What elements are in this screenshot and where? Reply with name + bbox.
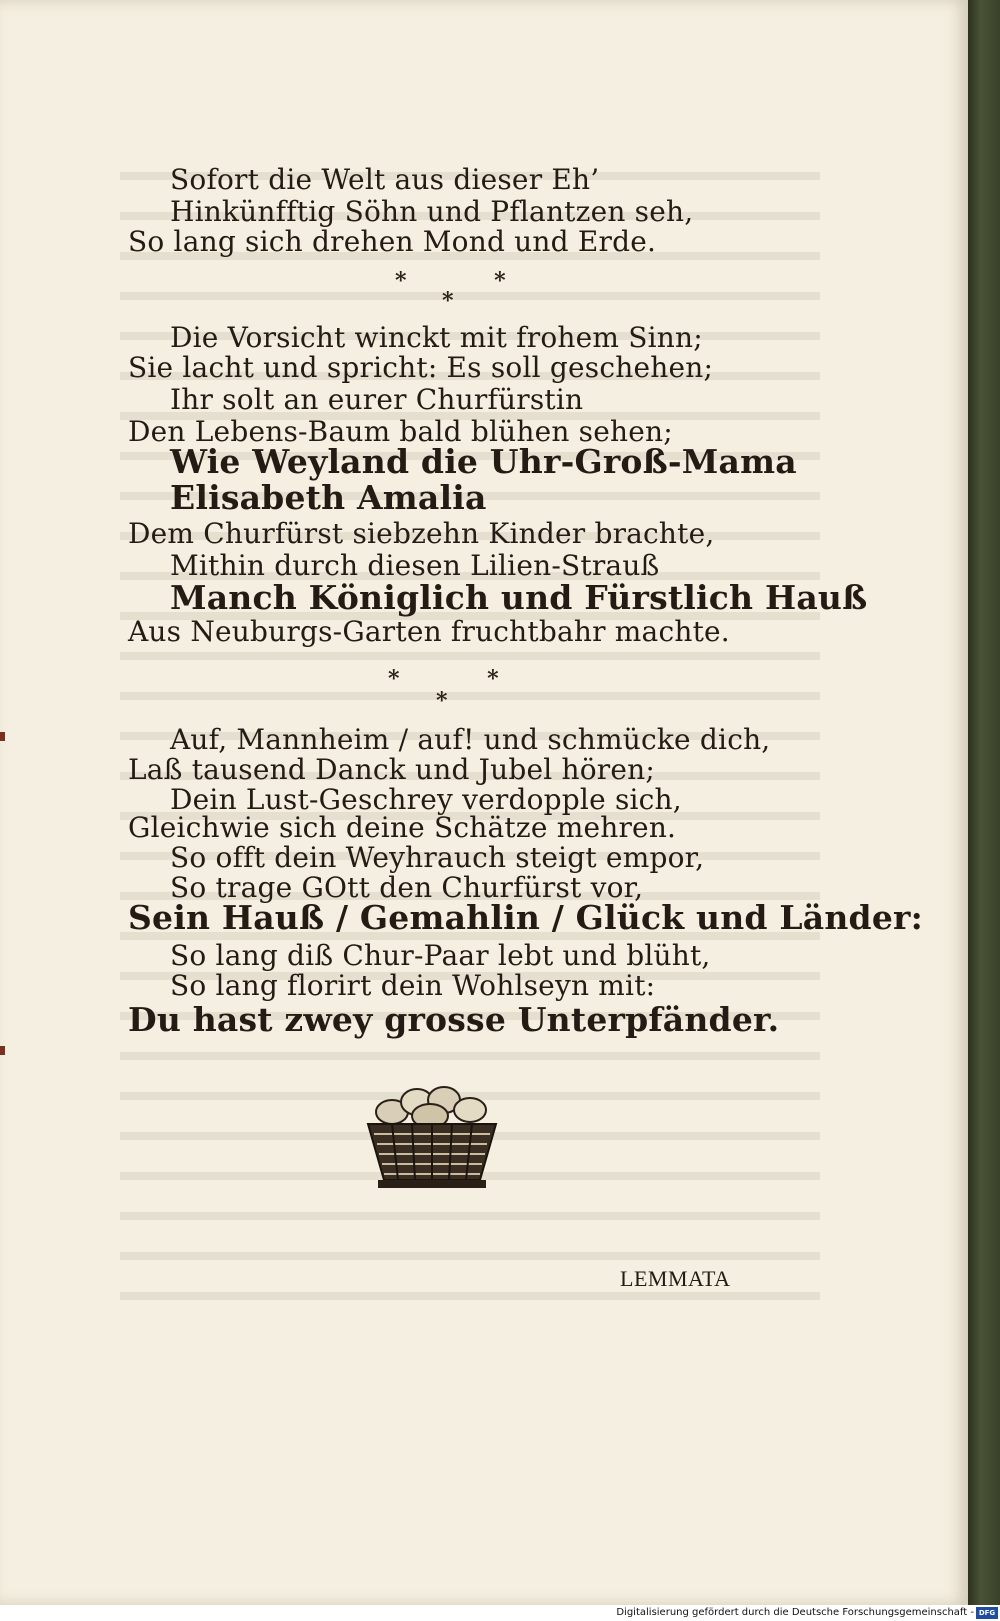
- poem-line: Wie Weyland die Uhr-Groß-Mama: [170, 442, 797, 481]
- margin-mark: [0, 1046, 5, 1055]
- fruit-basket-vignette-icon: [362, 1080, 502, 1192]
- poem-line: Sein Hauß / Gemahlin / Glück und Länder:: [128, 898, 923, 937]
- poem-line: Ihr solt an eurer Churfürstin: [170, 383, 584, 416]
- poem-line: So lang sich drehen Mond und Erde.: [128, 225, 657, 258]
- section-separator: * *: [388, 666, 539, 692]
- book-binding: [968, 0, 1000, 1605]
- poem-line: Manch Königlich und Fürstlich Hauß: [170, 578, 868, 617]
- catchword: LEMMATA: [620, 1266, 731, 1291]
- poem-line: So lang diß Chur-Paar lebt und blüht,: [170, 939, 711, 972]
- poem-line: Den Lebens-Baum bald blühen sehen;: [128, 415, 673, 448]
- poem-line: Die Vorsicht winckt mit frohem Sinn;: [170, 321, 703, 354]
- poem-line: Du hast zwey grosse Unterpfänder.: [128, 1000, 780, 1039]
- section-separator-bottom: *: [442, 288, 454, 314]
- section-separator: * *: [395, 268, 546, 294]
- footer-credit: Digitalisierung gefördert durch die Deutsche Forschungsgemeinschaft -: [616, 1607, 974, 1618]
- poem-line: Auf, Mannheim / auf! und schmücke dich,: [170, 723, 771, 756]
- poem-line: So offt dein Weyhrauch steigt empor,: [170, 841, 705, 874]
- poem-line: Laß tausend Danck und Jubel hören;: [128, 753, 656, 786]
- poem-line: Dem Churfürst siebzehn Kinder brachte,: [128, 517, 715, 550]
- dfg-logo-icon: DFG: [976, 1607, 998, 1619]
- section-separator-bottom: *: [436, 688, 448, 714]
- margin-mark: [0, 732, 5, 741]
- footer-bar: [0, 1605, 1000, 1621]
- poem-line: Gleichwie sich deine Schätze mehren.: [128, 811, 677, 844]
- poem-line: Elisabeth Amalia: [170, 478, 487, 517]
- poem-line: Hinkünfftig Söhn und Pflantzen seh,: [170, 195, 694, 228]
- poem-line: Sofort die Welt aus dieser Eh’: [170, 163, 600, 196]
- poem-line: Dein Lust-Geschrey verdopple sich,: [170, 783, 682, 816]
- poem-line: So trage GOtt den Churfürst vor,: [170, 871, 644, 904]
- poem-line: So lang florirt dein Wohlseyn mit:: [170, 969, 656, 1002]
- poem-line: Aus Neuburgs-Garten fruchtbahr machte.: [128, 615, 730, 648]
- poem-line: Mithin durch diesen Lilien-Strauß: [170, 549, 660, 582]
- poem-line: Sie lacht und spricht: Es soll geschehen;: [128, 351, 714, 384]
